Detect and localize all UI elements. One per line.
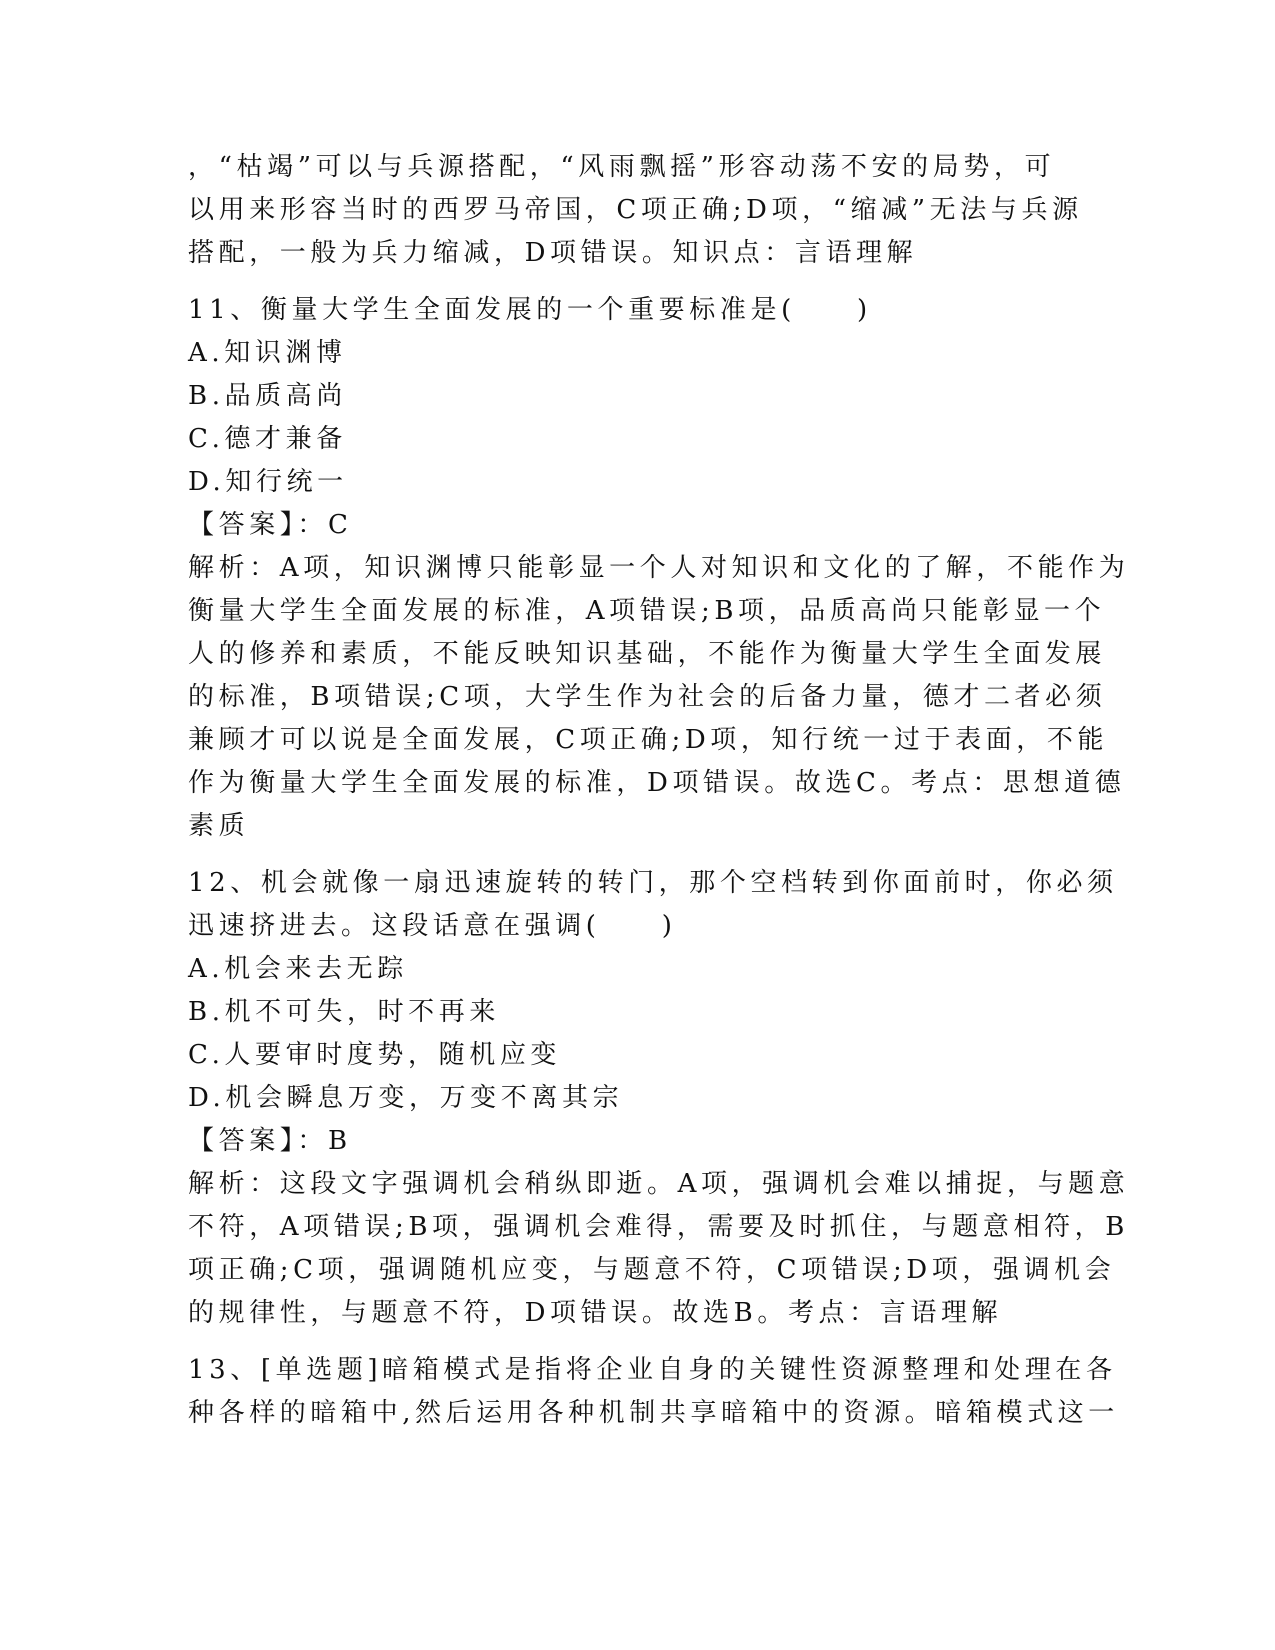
analysis-line: 不符，A项错误;B项，强调机会难得，需要及时抓住，与题意相符，B xyxy=(188,1212,1129,1242)
option-b: B.品质高尚 xyxy=(188,381,347,411)
document-page xyxy=(188,146,1130,1435)
question-11 xyxy=(188,289,1130,848)
spacer xyxy=(188,1335,1088,1349)
intro-line: 搭配，一般为兵力缩减，D项错误。知识点：言语理解 xyxy=(188,238,918,268)
intro-line: 以用来形容当时的西罗马帝国，C项正确;D项，“缩减”无法与兵源 xyxy=(188,195,1083,225)
analysis-line: 的规律性，与题意不符，D项错误。故选B。考点：言语理解 xyxy=(188,1298,1003,1328)
analysis-line: 素质 xyxy=(188,811,250,841)
question-stem: 12、机会就像一扇迅速旋转的转门，那个空档转到你面前时，你必须 xyxy=(188,868,1118,898)
option-a: A.知识渊博 xyxy=(188,338,347,368)
question-stem: 13、[单选题]暗箱模式是指将企业自身的关键性资源整理和处理在各 xyxy=(188,1355,1117,1385)
question-13 xyxy=(188,1349,1119,1435)
option-b: B.机不可失，时不再来 xyxy=(188,997,500,1027)
option-d: D.机会瞬息万变，万变不离其宗 xyxy=(188,1083,624,1113)
intro-paragraph xyxy=(188,146,1088,275)
spacer xyxy=(188,275,1088,289)
option-a: A.机会来去无踪 xyxy=(188,954,408,984)
answer-line: 【答案】：B xyxy=(188,1126,352,1156)
analysis-line: 兼顾才可以说是全面发展，C项正确;D项，知行统一过于表面，不能 xyxy=(188,725,1109,755)
answer-line: 【答案】：C xyxy=(188,510,353,540)
option-c: C.人要审时度势，随机应变 xyxy=(188,1040,562,1070)
analysis-line: 衡量大学生全面发展的标准，A项错误;B项，品质高尚只能彰显一个 xyxy=(188,596,1106,626)
question-stem: 种各样的暗箱中,然后运用各种机制共享暗箱中的资源。暗箱模式这一 xyxy=(188,1398,1119,1428)
analysis-line: 人的修养和素质，不能反映知识基础，不能作为衡量大学生全面发展 xyxy=(188,639,1107,669)
analysis-line: 的标准，B项错误;C项，大学生作为社会的后备力量，德才二者必须 xyxy=(188,682,1107,712)
question-stem: 11、衡量大学生全面发展的一个重要标准是( ) xyxy=(188,295,872,325)
analysis-line: 解析：A项，知识渊博只能彰显一个人对知识和文化的了解，不能作为 xyxy=(188,553,1130,583)
option-c: C.德才兼备 xyxy=(188,424,347,454)
analysis-line: 解析：这段文字强调机会稍纵即逝。A项，强调机会难以捕捉，与题意 xyxy=(188,1169,1130,1199)
option-d: D.知行统一 xyxy=(188,467,348,497)
analysis-line: 作为衡量大学生全面发展的标准，D项错误。故选C。考点：思想道德 xyxy=(188,768,1126,798)
question-stem: 迅速挤进去。这段话意在强调( ) xyxy=(188,911,677,941)
spacer xyxy=(188,848,1088,862)
intro-line: ，“枯竭”可以与兵源搭配，“风雨飘摇”形容动荡不安的局势，可 xyxy=(188,152,1056,182)
analysis-line: 项正确;C项，强调随机应变，与题意不符，C项错误;D项，强调机会 xyxy=(188,1255,1116,1285)
question-12 xyxy=(188,862,1130,1335)
